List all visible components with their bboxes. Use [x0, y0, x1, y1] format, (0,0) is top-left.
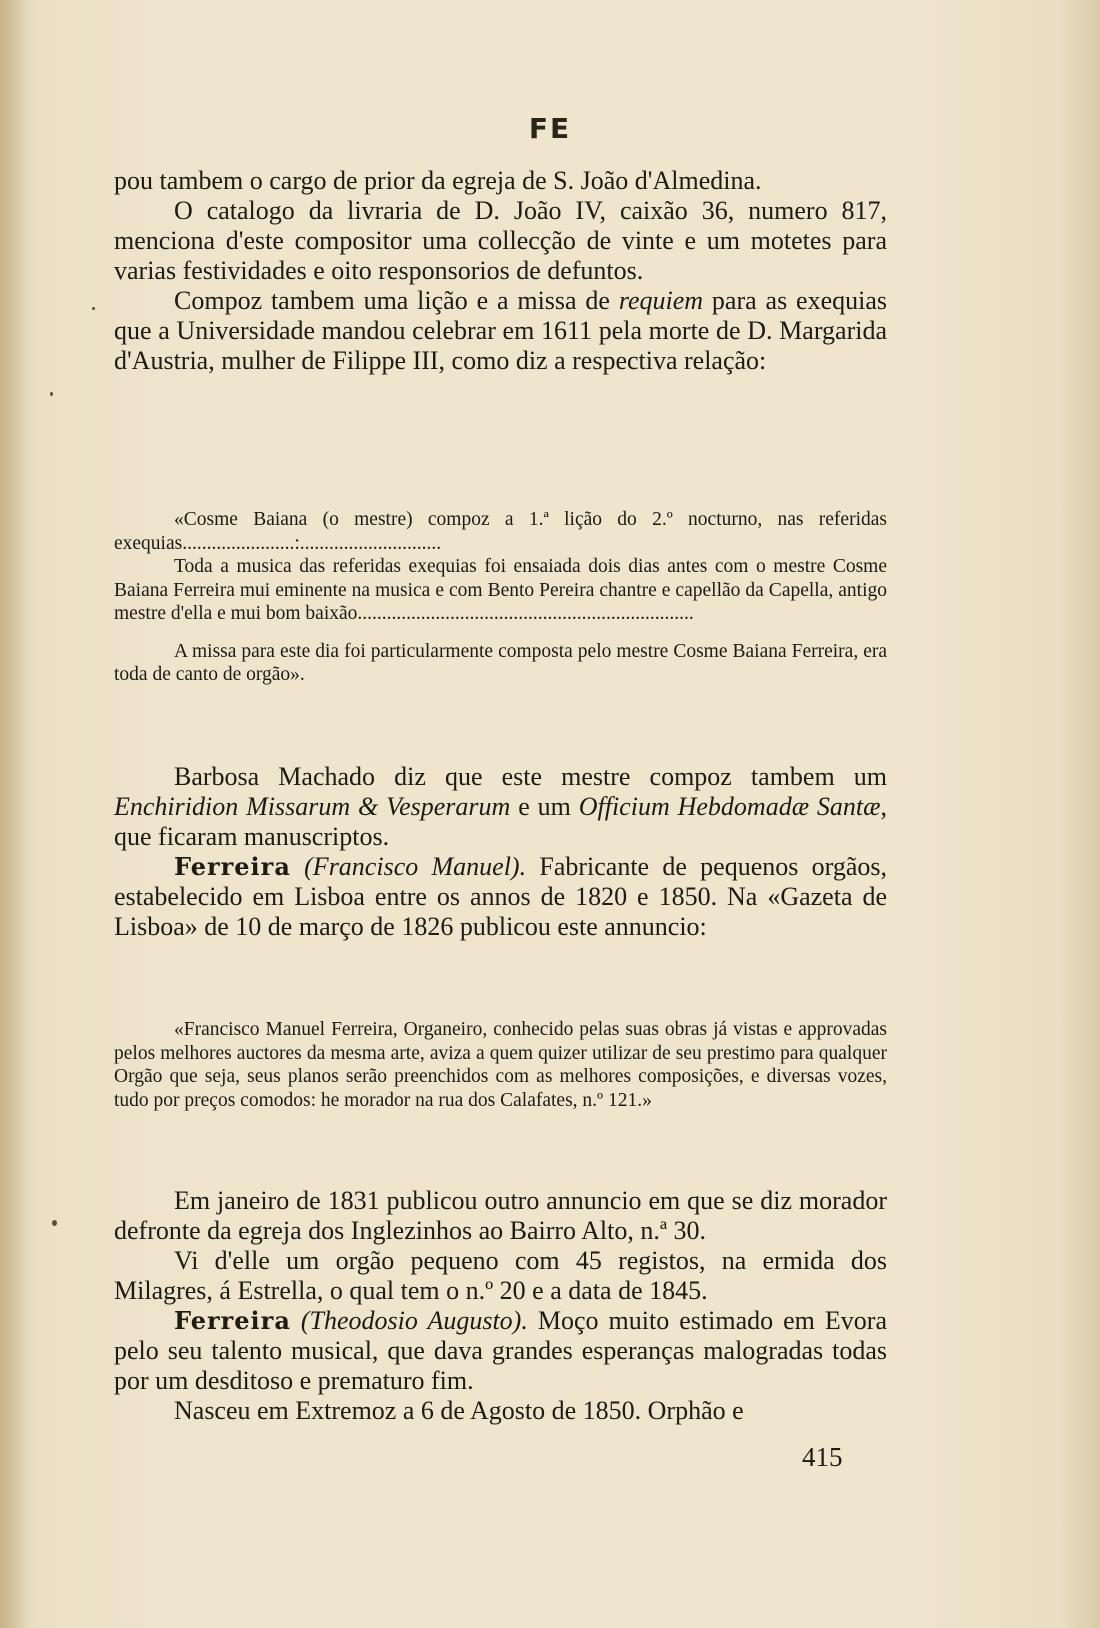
italic-term: requiem: [618, 286, 704, 315]
italic-title: Officium Hebdomadæ Santæ: [578, 792, 881, 821]
quote-paragraph: «Cosme Baiana (o mestre) compoz a 1.ª lição do 2.º nocturno, nas referidas exequias.......................:.............................: [114, 509, 887, 554]
quote-paragraph: Toda a musica das referidas exequias foi ensaiada dois dias antes com o mestre Cosme Baiana Ferreira mui eminente na musica e com Bento Pereira chantre e capellão da Capella, antigo mestre d'ella e mui bom baixão.....................................................................: [114, 556, 887, 624]
ink-speck: [92, 307, 95, 310]
paragraph: Barbosa Machado diz que este mestre compoz tambem um Enchiridion Missarum & Vesperarum e um Officium Hebdomadæ Santæ, que ficaram manuscriptos.: [114, 762, 887, 851]
quote-paragraph: A missa para este dia foi particularmente composta pelo mestre Cosme Baiana Ferreira, era toda de canto de orgão».: [114, 640, 887, 685]
page-gutter-shadow: [0, 0, 28, 1628]
paragraph: Vi d'elle um orgão pequeno com 45 registos, na ermida dos Milagres, á Estrella, o qual tem o n.º 20 e a data de 1845.: [114, 1246, 887, 1305]
paragraph: Nasceu em Extremoz a 6 de Agosto de 1850. Orphão e: [174, 1396, 744, 1425]
entry-heading: Ferreira: [174, 852, 291, 881]
ink-speck: [50, 392, 53, 396]
quotation-block-2: [114, 1018, 887, 1112]
dictionary-entry: Ferreira (Theodosio Augusto). Moço muito estimado em Evora pelo seu talento musical, que dava grandes esperanças malogradas todas por um desditoso e prematuro fim.: [114, 1306, 887, 1395]
italic-title: Enchiridion Missarum & Vesperarum: [114, 792, 511, 821]
paragraph: Em janeiro de 1831 publicou outro annuncio em que se diz morador defronte da egreja dos Inglezinhos ao Bairro Alto, n.ª 30.: [114, 1186, 887, 1245]
paragraph: pou tambem o cargo de prior da egreja de S. João d'Almedina.: [114, 166, 762, 195]
entry-subname: (Francisco Manuel).: [290, 852, 527, 881]
ink-speck: [52, 1220, 57, 1226]
page-number: 415: [802, 1442, 843, 1472]
quotation-block-1: [114, 508, 887, 687]
entry-subname: (Theodosio Augusto).: [290, 1306, 528, 1335]
running-head: FE: [528, 112, 572, 145]
text-block-2: [114, 762, 887, 942]
dictionary-entry: Ferreira (Francisco Manuel). Fabricante de pequenos orgãos, estabelecido em Lisboa entre os annos de 1820 e 1850. Na «Gazeta de Lisboa» de 10 de março de 1826 publicou este annuncio:: [114, 852, 887, 941]
paragraph: Compoz tambem uma lição e a missa de requiem para as exequias que a Universidade mandou celebrar em 1611 pela morte de D. Margarida d'Austria, mulher de Filippe III, como diz a respectiva relação:: [114, 286, 888, 375]
entry-heading: Ferreira: [174, 1306, 291, 1335]
text-block-3: [114, 1186, 887, 1426]
paragraph: O catalogo da livraria de D. João IV, caixão 36, numero 817, menciona d'este compositor uma collecção de vinte e um motetes para varias festividades e oito responsorios de defuntos.: [114, 196, 887, 285]
quote-paragraph: «Francisco Manuel Ferreira, Organeiro, conhecido pelas suas obras já vistas e approvadas pelos melhores auctores da mesma arte, aviza a quem quizer utilizar de seu prestimo para qualquer Orgão que seja, seus planos serão preenchidos com as melhores composições, e diversas vozes, tudo por preços comodos: he morador na rua dos Calafates, n.º 121.»: [114, 1019, 887, 1111]
text-block-1: [114, 166, 887, 376]
